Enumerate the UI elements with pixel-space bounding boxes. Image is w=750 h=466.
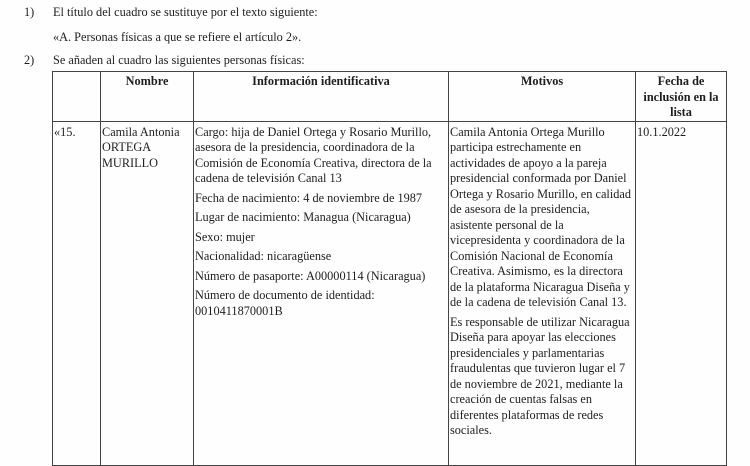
info-cargo: Cargo: hija de Daniel Ortega y Rosario Murillo, asesora de la presidencia, coordinadora de la Comisión de Economía Creativa, directora de la cadena de televisión Canal 13 — [195, 124, 432, 185]
row-fecha: 10.1.2022 — [636, 121, 727, 465]
row-info — [194, 121, 449, 465]
header-fecha: Fecha de inclusión en la lista — [636, 72, 727, 122]
motivos-paragraph-1: Camila Antonia Ortega Murillo participa estrechamente en actividades de apoyo a la pareja presidencial conformada por Daniel Ortega y Rosario Murillo, en calidad de asesora de la presidencia, asistente personal de la vicepresidenta y coordinadora de la Comisión Nacional de Economía Creativa. Asimismo, es la directora de la plataforma Nicaragua Diseña y de la cadena de televisión Canal 13. — [450, 124, 631, 309]
info-id-document: Número de documento de identidad: 0010411870001B — [195, 288, 375, 318]
table-row — [53, 121, 727, 465]
name-line: Camila Antonia — [102, 124, 180, 139]
name-line: MURILLO — [102, 155, 159, 170]
header-informacion: Información identificativa — [194, 72, 449, 122]
info-nationality: Nacionalidad: nicaragüense — [195, 249, 332, 263]
info-birthplace: Lugar de nacimiento: Managua (Nicaragua) — [195, 210, 411, 224]
table-header-row — [53, 72, 727, 122]
row-motivos — [449, 121, 636, 465]
item-number: 1) — [24, 5, 35, 19]
persons-table — [52, 71, 727, 466]
name-line: ORTEGA — [102, 140, 152, 154]
header-index — [53, 72, 101, 122]
header-nombre: Nombre — [101, 72, 194, 122]
item-text: El título del cuadro se sustituye por el texto siguiente: — [53, 5, 318, 19]
header-motivos: Motivos — [449, 72, 636, 122]
info-sex: Sexo: mujer — [195, 229, 255, 244]
info-birthdate: Fecha de nacimiento: 4 de noviembre de 1987 — [195, 190, 423, 205]
item-text: Se añaden al cuadro las siguientes personas físicas: — [53, 53, 305, 67]
item-number: 2) — [24, 53, 35, 67]
row-name — [101, 121, 194, 465]
row-index: «15. — [53, 121, 101, 465]
info-passport: Número de pasaporte: A00000114 (Nicaragua) — [195, 268, 426, 283]
quoted-title: «A. Personas físicas a que se refiere el artículo 2». — [53, 30, 302, 44]
motivos-paragraph-2: Es responsable de utilizar Nicaragua Diseña para apoyar las elecciones presidenciales y parlamentarias fraudulentas que tuvieron lugar el 7 de noviembre de 2021, mediante la creación de cuentas falsas en diferentes plataformas de redes sociales. — [450, 314, 630, 437]
